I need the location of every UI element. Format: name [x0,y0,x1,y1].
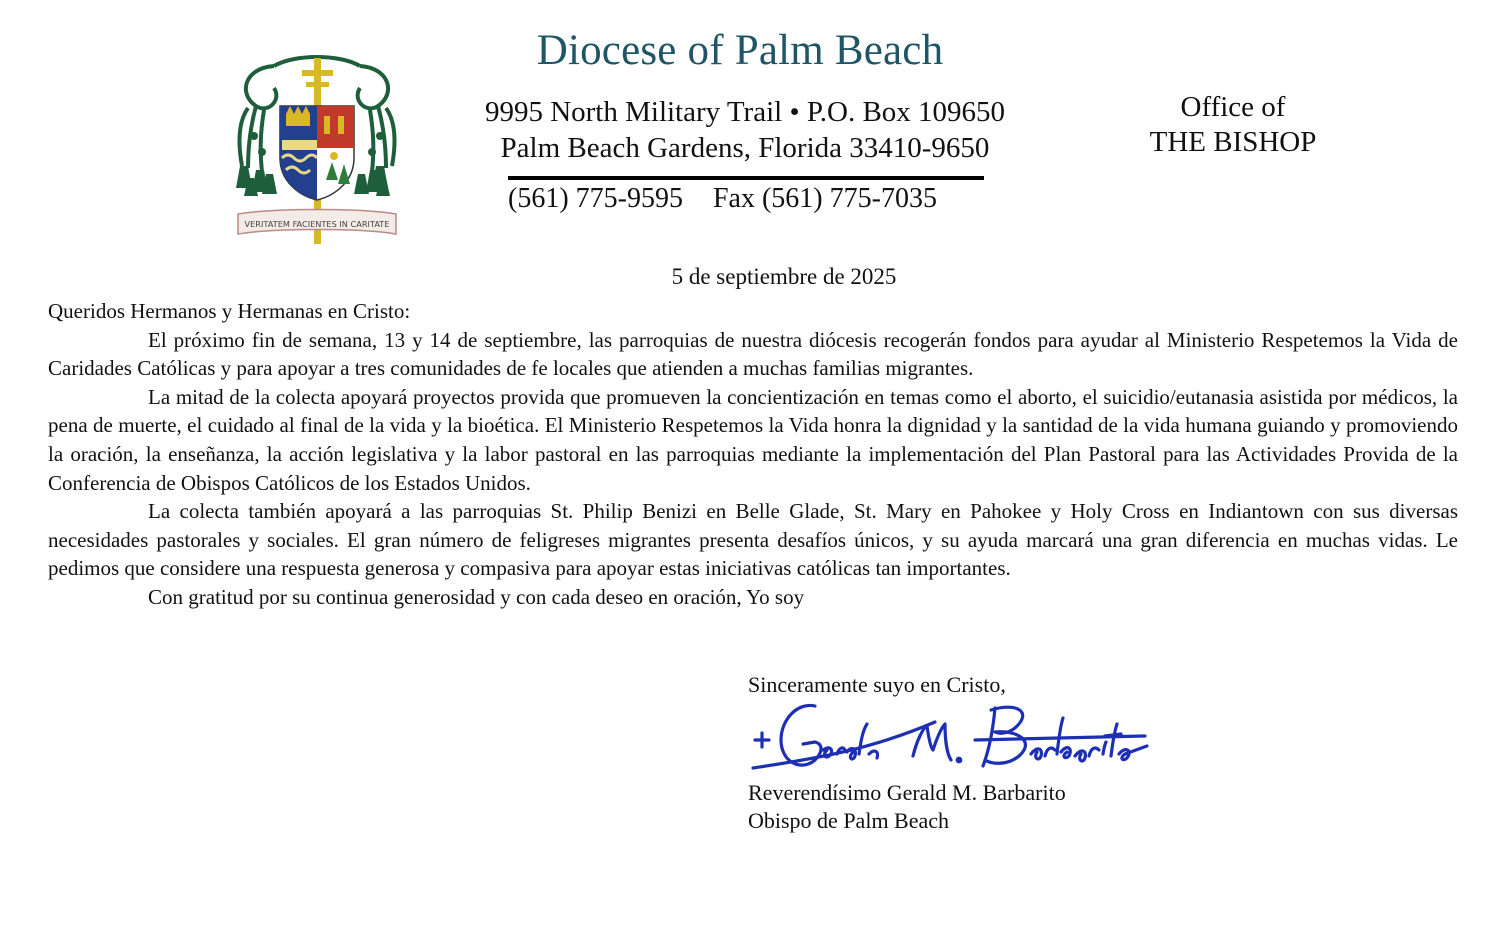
organization-name: Diocese of Palm Beach [536,27,944,74]
letter-date: 5 de septiembre de 2025 [671,264,897,289]
fax-number: Fax (561) 775-7035 [712,183,937,214]
letter-closing: Sinceramente suyo en Cristo, [748,672,1006,697]
coat-of-arms-logo [234,48,400,248]
phone-number: (561) 775-9595 [508,183,683,214]
salutation: Queridos Hermanos y Hermanas en Cristo: [48,299,411,323]
paragraph-2: La mitad de la colecta apoyará proyectos provida que promueven la concientización en temas como el aborto, el suicidio/eutanasia asistida por médicos, la pena de muerte, el cuidado al final de la vida y la bioética. El Ministerio Respetemos la Vida honra la dignidad y la santidad de la vida humana guiando y promoviendo la oración, la enseñanza, la acción legislativa y la labor pastoral en las parroquias mediante la implementación del Plan Pastoral para las Actividades Provida de la Conferencia de Obispos Católicos de los Estados Unidos. [48,384,1458,495]
signer-block [748,779,1066,835]
office-of-bishop [1110,90,1356,160]
contact-line [508,181,984,217]
address-line-1: 9995 North Military Trail • P.O. Box 109650 [484,96,1006,128]
address-line-2: Palm Beach Gardens, Florida 33410-9650 [500,132,990,164]
letter-body [48,297,1458,612]
signer-name: Reverendísimo Gerald M. Barbarito [748,780,1066,805]
office-line-1: Office of [1180,91,1286,123]
address-block [440,94,1050,166]
crest-motto: VERITATEM FACIENTES IN CARITATE [244,219,390,229]
signature-image [745,700,1155,782]
signer-title: Obispo de Palm Beach [748,808,950,833]
paragraph-3: La colecta también apoyará a las parroquias St. Philip Benizi en Belle Glade, St. Mary en Pahokee y Holy Cross en Indiantown con sus diversas necesidades pastorales y sociales. El gran número de feligreses migrantes presenta desafíos únicos, y su ayuda marcará una gran diferencia en muchas vidas. Le pedimos que considere una respuesta generosa y compasiva para apoyar estas iniciativas católicas tan importantes. [48,499,1458,581]
paragraph-1: El próximo fin de semana, 13 y 14 de septiembre, las parroquias de nuestra diócesis recogerán fondos para ayudar al Ministerio Respetemos la Vida de Caridades Católicas y para apoyar a tres comunidades de fe locales que atienden a muchas familias migrantes. [48,327,1458,381]
paragraph-4: Con gratitud por su continua generosidad y con cada deseo en oración, Yo soy [148,584,805,609]
office-line-2: THE BISHOP [1149,126,1317,158]
letterhead-divider [508,176,984,180]
